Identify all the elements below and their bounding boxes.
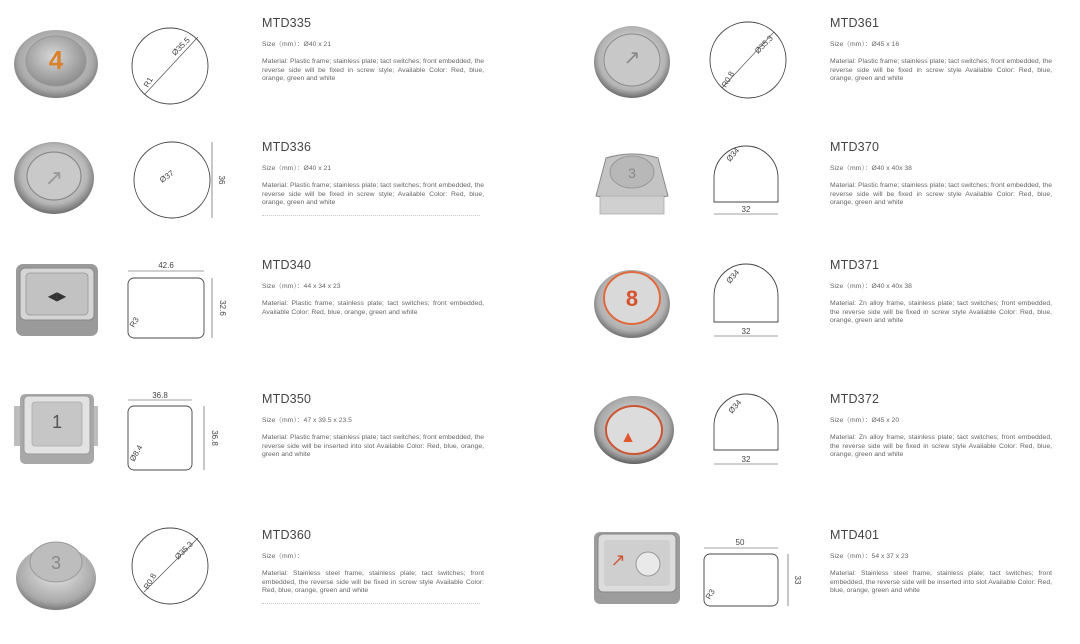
button-photo — [12, 390, 112, 490]
dim-height: 36 — [217, 175, 226, 185]
dim-diameter: Ø34 — [724, 267, 742, 286]
arrow-glyph: ▲ — [620, 429, 636, 446]
arrow-glyph: ↗ — [623, 47, 641, 69]
size-spec: Size（mm）：Ø40 x 21 — [262, 165, 332, 172]
model-number: MTD350 — [262, 392, 312, 406]
material-description: Material: Plastic frame; stainless plate; tact switches; front embedded, the reverse side will be fixed in screw style; Available Color: Red, blue, orange, green and white — [262, 182, 484, 207]
dim-radius: R0.8 — [141, 571, 159, 591]
material-description: Material: Stainless steel frame, stainless plate; tact switches; front embedded, the reverse side will be fixed in screw style Available Color: Red, blue, orange, green and white — [262, 570, 484, 595]
product-mtd370 — [592, 138, 1080, 256]
dimension-drawing — [700, 526, 810, 626]
dim-diameter: Ø37 — [157, 168, 176, 185]
dim-diameter: Ø35.3 — [753, 33, 775, 56]
dimension-drawing — [120, 390, 230, 490]
dim-height: 33 — [793, 575, 802, 585]
floor-glyph: 3 — [628, 165, 636, 181]
dim-height: 36.8 — [210, 430, 219, 446]
model-number: MTD401 — [830, 528, 880, 542]
dim-diameter: Ø34 — [726, 397, 744, 416]
product-mtd372 — [592, 390, 1080, 508]
product-mtd371 — [592, 256, 1080, 374]
dim-width: 32 — [741, 455, 751, 464]
dimension-drawing — [120, 138, 230, 238]
dim-radius: R1 — [141, 75, 155, 89]
button-photo — [12, 138, 112, 238]
product-mtd401 — [592, 526, 1080, 644]
door-glyph: ◀▶ — [47, 289, 67, 303]
product-mtd336 — [12, 138, 532, 256]
dimension-drawing — [120, 526, 230, 626]
size-spec: Size（mm）：Ø45 x 16 — [830, 41, 900, 48]
model-number: MTD336 — [262, 140, 312, 154]
dim-hole: Ø8.4 — [127, 443, 145, 463]
model-number: MTD335 — [262, 16, 312, 30]
product-mtd350 — [12, 390, 532, 508]
dim-diameter: Ø35.5 — [170, 35, 192, 58]
product-mtd335 — [12, 14, 532, 132]
button-photo — [592, 390, 692, 490]
arrow-glyph: ↗ — [44, 165, 64, 190]
size-spec: Size（mm）：44 x 34 x 23 — [262, 283, 341, 290]
model-number: MTD372 — [830, 392, 880, 406]
material-description: Material: Plastic frame; stainless plate; tact switches; front embedded, Available Color: Red, blue, orange, green and white — [262, 300, 484, 316]
dim-width: 36.8 — [152, 391, 168, 400]
model-number: MTD360 — [262, 528, 312, 542]
material-description: Material: Plastic frame; stainless plate; tact switches; front embedded, the reverse side will be fixed in screw style Available Color: Red, blue, orange, green and white — [830, 182, 1052, 207]
dim-radius: R0.8 — [719, 69, 737, 89]
material-description: Material: Plastic frame; stainless plate; tact switches; front embedded, the reverse side will be fixed in screw style Available Color: Red, blue, orange, green and white — [830, 58, 1052, 83]
button-photo — [12, 526, 112, 626]
size-spec: Size（mm）：47 x 39.5 x 23.5 — [262, 417, 352, 424]
button-photo — [592, 138, 692, 238]
material-description: Material: Stainless steel frame, stainless plate; tact switches; front embedded, the reverse side will be inserted into slot Available Color: Red, blue, orange, green and white — [830, 570, 1052, 595]
dim-radius: R3 — [127, 315, 141, 329]
size-spec: Size（mm）： — [262, 553, 304, 560]
model-number: MTD361 — [830, 16, 880, 30]
floor-glyph: 8 — [625, 286, 639, 311]
product-mtd361 — [592, 14, 1080, 132]
size-spec: Size（mm）：Ø40 x 40x 38 — [830, 165, 912, 172]
button-photo — [592, 526, 692, 626]
size-spec: Size（mm）：Ø40 x 21 — [262, 41, 332, 48]
product-mtd340 — [12, 256, 532, 374]
model-number: MTD340 — [262, 258, 312, 272]
floor-glyph: 4 — [48, 45, 64, 75]
model-number: MTD371 — [830, 258, 880, 272]
dimension-drawing — [700, 138, 810, 238]
dim-diameter: Ø35.3 — [173, 539, 195, 562]
button-photo — [592, 14, 692, 114]
dimension-drawing — [700, 256, 810, 356]
dim-radius: R3 — [703, 587, 717, 601]
floor-glyph: 1 — [51, 412, 63, 432]
dimension-drawing — [120, 14, 230, 114]
material-description: Material: Plastic frame; stainless plate; tact switches; front embedded, the reverse side will be inserted into slot Available Color: Red, blue, orange, green and white — [262, 434, 484, 459]
button-photo — [12, 14, 112, 114]
model-number: MTD370 — [830, 140, 880, 154]
material-description: Material: Plastic frame; stainless plate; tact switches; front embedded, the reverse side will be fixed in screw style; Available Color: Red, blue, orange, green and white — [262, 58, 484, 83]
size-spec: Size（mm）：Ø40 x 40x 38 — [830, 283, 912, 290]
dim-width: 32 — [741, 327, 751, 336]
dim-diameter: Ø34 — [724, 145, 742, 164]
size-spec: Size（mm）：54 x 37 x 23 — [830, 553, 909, 560]
size-spec: Size（mm）：Ø45 x 20 — [830, 417, 900, 424]
arrow-glyph: ↗ — [610, 550, 626, 570]
floor-glyph: 3 — [50, 553, 62, 573]
divider — [262, 602, 480, 604]
dim-width: 50 — [735, 538, 745, 547]
dimension-drawing — [700, 390, 810, 490]
product-mtd360 — [12, 526, 532, 644]
button-photo — [592, 256, 692, 356]
button-photo — [12, 256, 112, 356]
material-description: Material: Zn alloy frame, stainless plate; tact switches; front embedded, the reverse side will be fixed in screw style Available Color: Red, blue, orange, green and white — [830, 434, 1052, 459]
divider — [262, 214, 480, 216]
dim-width: 42.6 — [158, 261, 174, 270]
dim-height: 32.6 — [218, 300, 227, 316]
dim-width: 32 — [741, 205, 751, 214]
dimension-drawing — [120, 256, 230, 356]
dimension-drawing — [700, 14, 810, 114]
material-description: Material: Zn alloy frame, stainless plate; tact switches; front embedded, the reverse side will be fixed in screw style Available Color: Red, blue, orange, green and white — [830, 300, 1052, 325]
